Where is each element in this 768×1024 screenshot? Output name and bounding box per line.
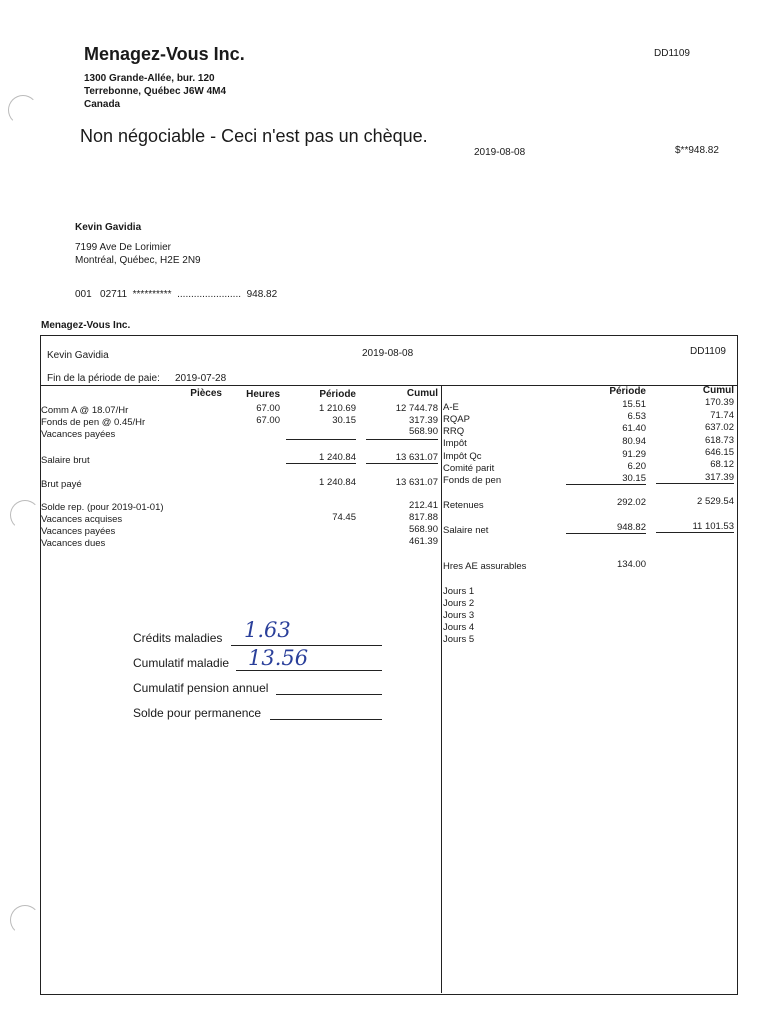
permanence-balance-line [270, 719, 382, 720]
gross-paid-period: 1 240.84 [319, 477, 356, 488]
punch-hole-top [8, 95, 38, 125]
earning-hours: 67.00 [256, 403, 280, 414]
deduction-label: Impôt Qc [443, 451, 482, 462]
deduction-cumul: 317.39 [656, 472, 734, 484]
deduction-period: 6.53 [627, 411, 646, 422]
deduction-header-periode: Période [609, 386, 646, 397]
vacation-value: 212.41 [408, 500, 438, 511]
gross-paid-label: Brut payé [41, 479, 82, 490]
deduction-cumul: 637.02 [704, 422, 734, 433]
deduction-label: RQAP [443, 414, 470, 425]
deduction-period: 15.51 [622, 399, 646, 410]
earning-label: Fonds de pen @ 0.45/Hr [41, 417, 146, 428]
earning-cumul: 568.90 [408, 426, 438, 437]
payee-name: Kevin Gavidia [75, 222, 142, 233]
net-salary-label: Salaire net [443, 525, 489, 536]
cumulative-pension-label: Cumulatif pension annuel [133, 681, 269, 695]
header-heures: Heures [246, 389, 280, 400]
punch-hole-bottom [10, 905, 40, 935]
cumulative-sick-line [236, 670, 382, 671]
deduction-period: 91.29 [622, 449, 646, 460]
header-pieces: Pièces [190, 388, 222, 399]
vacation-value: 568.90 [408, 524, 438, 535]
company-name: Menagez-Vous Inc. [84, 44, 245, 64]
vacation-value: 461.39 [408, 536, 438, 547]
vacation-label: Solde rep. (pour 2019-01-01) [41, 502, 164, 513]
jours-item: Jours 2 [443, 598, 475, 609]
deduction-label: Impôt [443, 438, 467, 449]
gross-salary-label: Salaire brut [41, 455, 90, 466]
stub-employee-name: Kevin Gavidia [47, 350, 109, 361]
net-salary-cumul: 11 101.53 [656, 521, 734, 533]
punch-hole-middle [10, 500, 40, 530]
document-code: DD1109 [654, 48, 690, 59]
company-address-3: Canada [84, 99, 121, 110]
deduction-header-cumul: Cumul [702, 385, 734, 396]
cumulative-sick-label: Cumulatif maladie [133, 656, 230, 670]
gross-salary-period: 1 240.84 [286, 452, 356, 464]
header-periode: Période [319, 389, 356, 400]
cheque-date: 2019-08-08 [474, 147, 526, 158]
cheque-amount: $**948.82 [675, 145, 719, 156]
jours-item: Jours 4 [443, 622, 475, 633]
net-salary-period: 948.82 [566, 522, 646, 534]
stub-date: 2019-08-08 [362, 348, 414, 359]
deduction-cumul: 170.39 [704, 397, 734, 408]
gross-paid-cumul: 13 631.07 [395, 477, 438, 488]
deduction-label: Comité parit [443, 463, 495, 474]
deduction-cumul: 646.15 [704, 447, 734, 458]
stub-column-divider [441, 385, 442, 993]
deduction-label: RRQ [443, 426, 465, 437]
permanence-balance-label: Solde pour permanence [133, 706, 262, 720]
company-address-1: 1300 Grande-Allée, bur. 120 [84, 73, 215, 84]
vacation-label: Vacances payées [41, 526, 116, 537]
period-subtotal-line [286, 439, 356, 440]
jours-item: Jours 1 [443, 586, 475, 597]
deduction-period: 30.15 [566, 473, 646, 485]
earning-cumul: 317.39 [408, 415, 438, 426]
total-deductions-period: 292.02 [616, 497, 646, 508]
deduction-cumul: 68.12 [710, 459, 734, 470]
earning-period: 30.15 [332, 415, 356, 426]
earning-hours: 67.00 [256, 415, 280, 426]
deduction-cumul: 71.74 [710, 410, 734, 421]
earning-label: Comm A @ 18.07/Hr [41, 405, 129, 416]
cumulative-sick-handwritten: 13.56 [248, 646, 309, 670]
earning-period: 1 210.69 [319, 403, 356, 414]
insurable-hours-value: 134.00 [616, 559, 646, 570]
sick-credits-label: Crédits maladies [133, 631, 223, 645]
jours-item: Jours 3 [443, 610, 475, 621]
vacation-label: Vacances acquises [41, 514, 123, 525]
jours-item: Jours 5 [443, 634, 475, 645]
deduction-period: 61.40 [622, 423, 646, 434]
pay-period-end: 2019-07-28 [175, 373, 227, 384]
gross-salary-cumul: 13 631.07 [366, 452, 438, 464]
vacation-label: Vacances dues [41, 538, 106, 549]
stub-company-name: Menagez-Vous Inc. [41, 320, 131, 331]
stub-code: DD1109 [690, 346, 726, 357]
deduction-period: 80.94 [622, 436, 646, 447]
vacation-value: 817.88 [408, 512, 438, 523]
deduction-label: Fonds de pen [443, 475, 502, 486]
earning-label: Vacances payées [41, 429, 116, 440]
deduction-cumul: 618.73 [704, 435, 734, 446]
vacation-mid-value: 74.45 [332, 512, 356, 523]
sick-credits-handwritten: 1.63 [244, 618, 291, 642]
total-deductions-cumul: 2 529.54 [697, 496, 734, 507]
payee-address-1: 7199 Ave De Lorimier [75, 242, 171, 253]
insurable-hours-label: Hres AE assurables [443, 561, 527, 572]
earning-cumul: 12 744.78 [395, 403, 438, 414]
cumul-subtotal-line [366, 439, 438, 440]
deduction-period: 6.20 [627, 461, 646, 472]
non-negotiable-notice: Non négociable - Ceci n'est pas un chèque. [80, 126, 428, 146]
deduction-label: A-E [443, 402, 459, 413]
micr-line: 001 02711 ********** ....................... 948.82 [75, 289, 278, 300]
cumulative-pension-line [276, 694, 382, 695]
header-cumul: Cumul [406, 388, 438, 399]
pay-period-label: Fin de la période de paie: [47, 373, 160, 384]
total-deductions-label: Retenues [443, 500, 484, 511]
payee-address-2: Montréal, Québec, H2E 2N9 [75, 255, 201, 266]
company-address-2: Terrebonne, Québec J6W 4M4 [84, 86, 227, 97]
